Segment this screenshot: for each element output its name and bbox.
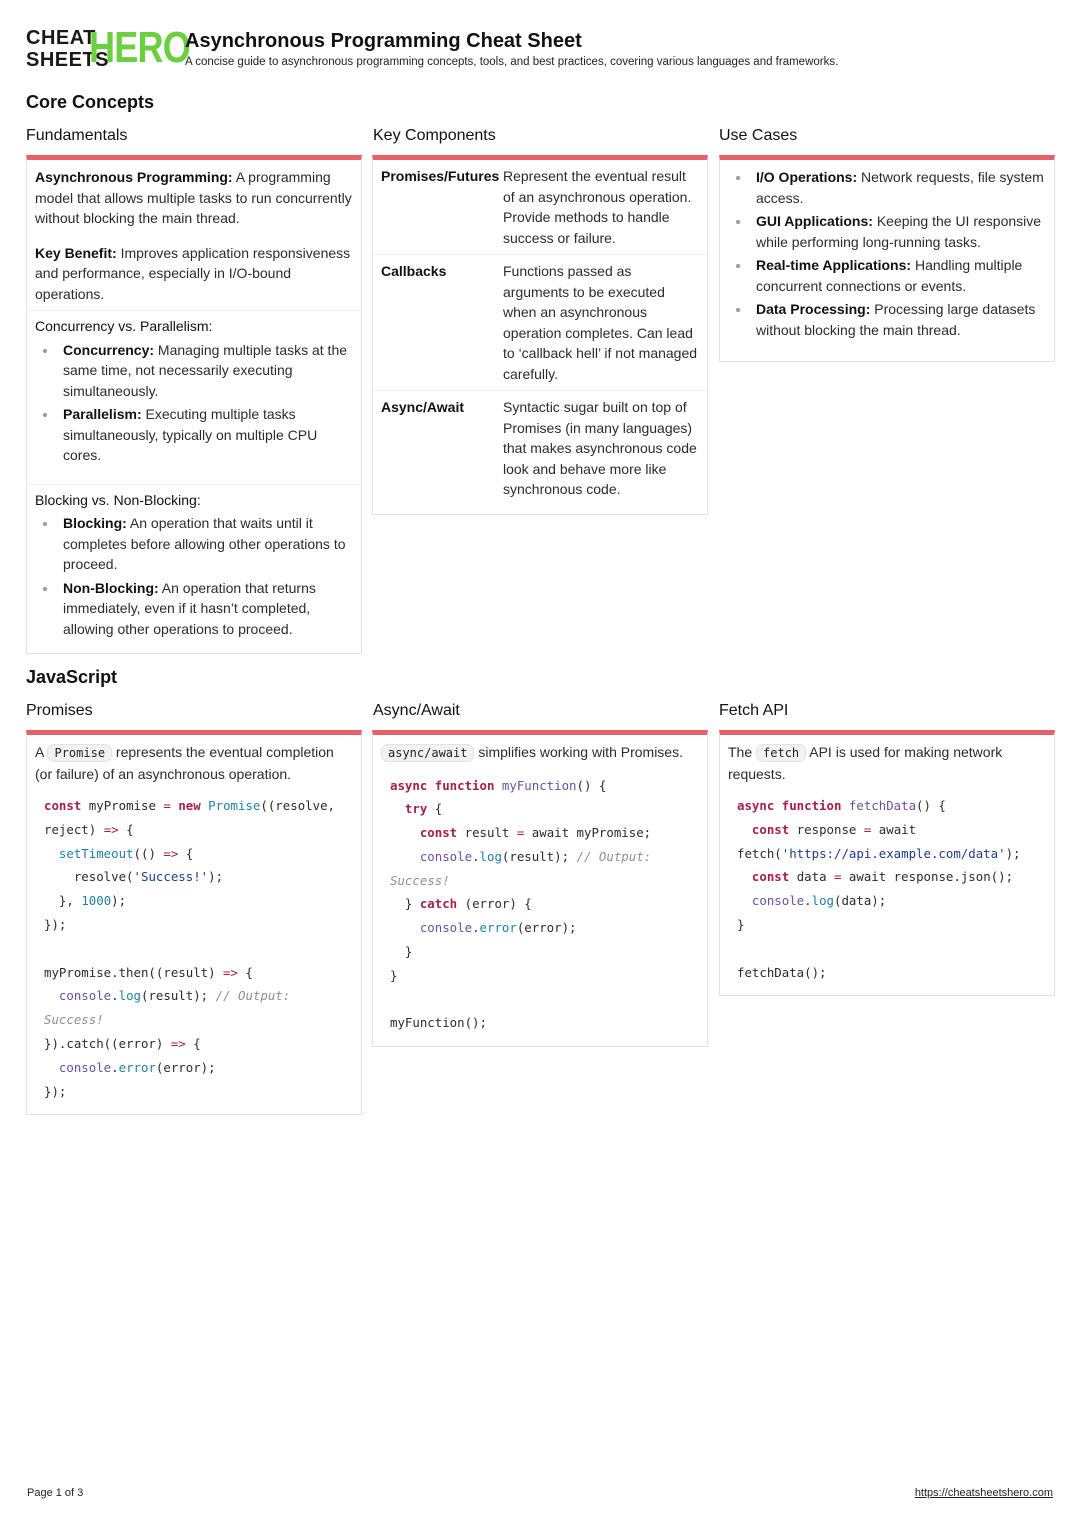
section-title-core-concepts: Core Concepts (26, 92, 155, 112)
intro-text: represents the eventual completion (or failure) of an asynchronous operation. (35, 744, 334, 782)
logo-sheets-text: SHEETS (26, 49, 110, 71)
intro-text: API is used for making network requests. (728, 744, 1003, 782)
row-value: Syntactic sugar built on top of Promises (in many languages) that makes asynchronous code look and behave more like synchronous code. (503, 399, 697, 497)
list-item (728, 299, 1046, 340)
concurrency-block (27, 310, 361, 484)
key-benefit-text: Improves application responsiveness and performance, especially in I/O-bound operations. (35, 244, 351, 302)
concurrency-heading: Concurrency vs. Parallelism: (35, 318, 213, 334)
list-item-label: GUI Applications: (756, 213, 873, 229)
list-item (728, 255, 1046, 296)
fetch-api-code-block: async function fetchData() { const response = await fetch('https://api.example.com/data'); const data = await response.json(); console.log(data); } fetchData(); (737, 798, 1021, 980)
list-item-text: Processing large datasets without blocking the main thread. (756, 301, 1036, 338)
list-item-text: Executing multiple tasks simultaneously, typically on multiple CPU cores. (63, 406, 318, 463)
concurrency-list (35, 340, 353, 466)
section-title-javascript: JavaScript (26, 667, 118, 687)
key-components-card (372, 155, 708, 515)
row-key: Promises/Futures (381, 168, 500, 184)
blocking-heading: Blocking vs. Non-Blocking: (35, 491, 201, 508)
page-subtitle: A concise guide to asynchronous programming concepts, tools, and best practices, covering various languages and frameworks. (185, 56, 839, 68)
async-programming-label: Asynchronous Programming: (35, 169, 233, 185)
logo-cheat-text: CHEAT (26, 27, 96, 49)
use-cases-card (719, 155, 1055, 362)
list-item-text: An operation that returns immediately, even if it hasn’t completed, allowing other operations to proceed. (63, 579, 316, 637)
list-item-label: Parallelism: (63, 406, 142, 422)
list-item (728, 211, 1046, 252)
inline-code: fetch (756, 744, 806, 762)
row-key: Callbacks (381, 263, 447, 279)
async-await-intro (373, 735, 707, 770)
intro-text: The (728, 744, 757, 760)
card-title-key-components: Key Components (373, 127, 496, 144)
fetch-api-card (719, 730, 1055, 996)
async-await-card (372, 730, 708, 1047)
async-programming-definition (27, 160, 361, 235)
list-item-label: Blocking: (63, 515, 127, 531)
row-value: Represent the eventual result of an asynchronous operation. Provide methods to handle success or failure. (503, 168, 692, 246)
list-item-label: Non-Blocking: (63, 579, 159, 596)
list-item-label: Concurrency: (63, 341, 155, 358)
intro-text: A (35, 744, 48, 760)
inline-code: async/await (381, 744, 474, 762)
promises-code-block: const myPromise = new Promise((resolve, reject) => { setTimeout(() => { resolve('Success!'); }, 1000); }); myPromise.then((result) => { console.log(result); // Output: Success! }).catch((error) => { console.error(error); }); (44, 798, 343, 1099)
use-cases-list (720, 160, 1054, 348)
list-item-text: An operation that waits until it completes before allowing other operations to proceed. (63, 515, 346, 572)
row-value: Functions passed as arguments to be executed when an asynchronous operation completes. Can lead to ‘callback hell’ if not managed carefully. (503, 263, 698, 382)
card-title-async-await: Async/Await (373, 702, 460, 719)
blocking-block (27, 484, 361, 646)
key-benefit (27, 235, 361, 311)
list-item-label: Real-time Applications: (756, 257, 912, 273)
list-item-label: Data Processing: (756, 301, 871, 317)
card-title-fundamentals: Fundamentals (26, 127, 128, 144)
page-header (26, 23, 1056, 72)
table-row (373, 254, 707, 390)
list-item (728, 167, 1046, 208)
promises-intro (27, 735, 361, 790)
key-benefit-label: Key Benefit: (35, 244, 117, 261)
logo-hero-text: HERO (89, 23, 190, 72)
list-item (35, 404, 353, 466)
card-title-promises: Promises (26, 702, 93, 719)
blocking-list (35, 513, 353, 639)
page-title: Asynchronous Programming Cheat Sheet (185, 30, 582, 52)
fundamentals-card (26, 155, 362, 654)
promises-card (26, 730, 362, 1115)
async-await-code-block: async function myFunction() { try { const result = await myPromise; console.log(result); // Output: Success! } catch (error) { console.error(error); } } myFunction(); (390, 777, 659, 1031)
list-item (35, 513, 353, 575)
page-number: Page 1 of 3 (27, 1487, 84, 1499)
fetch-api-intro (720, 735, 1054, 790)
table-row (373, 390, 707, 506)
list-item (35, 578, 353, 640)
list-item-text: Handling multiple concurrent connections or events. (756, 257, 1023, 294)
list-item-text: Managing multiple tasks at the same time, not necessarily executing simultaneously. (63, 341, 348, 399)
list-item-text: Network requests, file system access. (756, 169, 1044, 206)
card-title-use-cases: Use Cases (719, 127, 798, 144)
intro-text: simplifies working with Promises. (474, 744, 683, 760)
list-item-text: Keeping the UI responsive while performing long-running tasks. (756, 213, 1042, 250)
site-link[interactable]: https://cheatsheetshero.com (914, 1487, 1053, 1499)
card-title-fetch-api: Fetch API (719, 702, 789, 719)
list-item (35, 340, 353, 402)
row-key: Async/Await (381, 399, 464, 415)
async-programming-text: A programming model that allows multiple tasks to run concurrently without blocking the main thread. (35, 169, 352, 226)
table-row (373, 160, 707, 254)
cheatsheetshero-logo[interactable] (26, 23, 190, 72)
list-item-label: I/O Operations: (756, 169, 858, 185)
inline-code: Promise (47, 744, 112, 762)
